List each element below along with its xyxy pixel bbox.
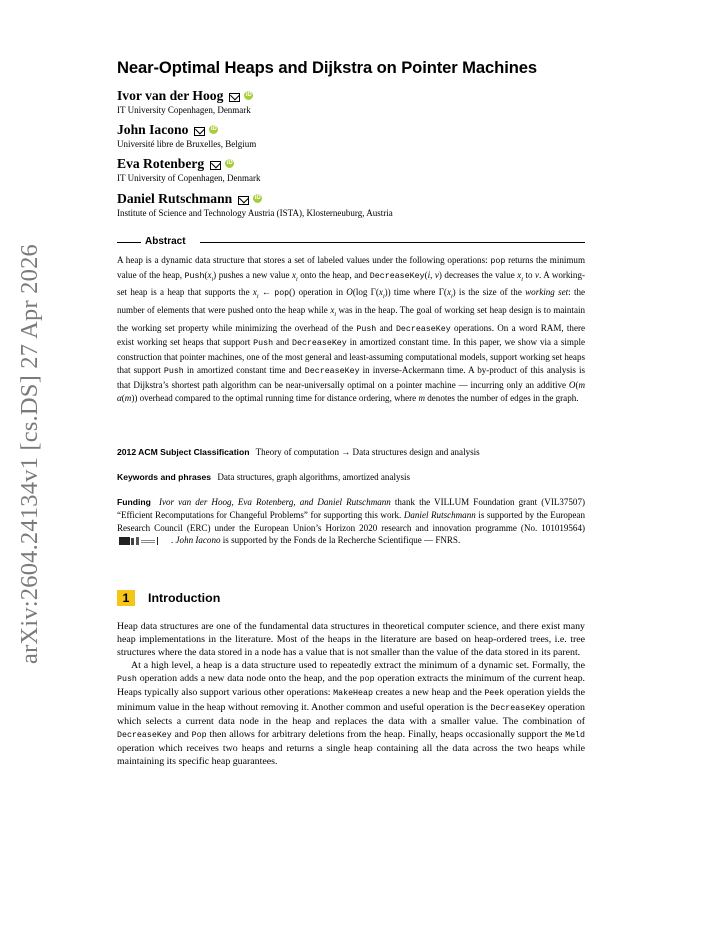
author-affiliation: Institute of Science and Technology Austria (ISTA), Klosterneuburg, Austria [117,208,393,218]
author-block [117,122,256,149]
author-affiliation: IT University Copenhagen, Denmark [117,105,251,115]
email-icon[interactable] [238,196,249,205]
abstract-text: A heap is a dynamic data structure that stores a set of labeled values under the following operations: pop returns the minimum value of the heap, $Push(x_i)$ pushes a new value $x_i$ onto the heap, and DecreaseKey(i, v) decreases the value $x_i$ to v. A working-set heap is a heap that supports the $x_i$ ← pop() operation in O(log $\Gamma(x_i)$) time where $\Gamma(x_i)$ is the size of the working set: the number of elements that were pushed onto the heap while $x_i$ was in the heap. The goal of working set heap design is to maintain the working set property while minimizing the overhead of the Push and DecreaseKey operations. On a word RAM, there exist working set heaps that support Push and DecreaseKey in amortized constant time. In this paper, we show via a simple construction that pointer machines, one of the most general and least-assuming computational models, support working set heaps that support Push in amortized constant time and DecreaseKey in inverse-Ackermann time. A by-product of this analysis is that Dijkstra’s shortest path algorithm can be near-universally optimal on a pointer machine — incurring only an additive O(m α(m)) overhead compared to the optimal running time for distance ordering, where m denotes the number of edges in the graph. [117,255,586,403]
arxiv-identifier: arXiv:2604.24134v1 [cs.DS] 27 Apr 2026 [16,244,43,664]
author-block [117,88,253,115]
orcid-icon[interactable]: iD [210,125,217,132]
section-title: Introduction [148,591,221,605]
abstract-heading [117,236,585,248]
orcid-icon[interactable]: iD [226,159,233,166]
email-icon[interactable] [194,127,205,136]
rule [117,242,141,243]
orcid-icon[interactable]: iD [245,91,252,98]
author-affiliation: Université libre de Bruxelles, Belgium [117,139,257,149]
keywords [117,471,585,484]
author-block [117,156,261,183]
funding-label: Funding [117,497,151,507]
author-name: Eva Rotenberg [117,156,205,171]
acm-label: 2012 ACM Subject Classification [117,447,250,457]
keywords-label: Keywords and phrases [117,472,212,482]
abstract-label: Abstract [145,236,186,247]
rule [200,242,585,243]
erc-logo-icon [119,537,169,545]
email-icon[interactable] [229,93,240,102]
funding: Funding Ivor van der Hoog, Eva Rotenberg, and Daniel Rutschmann thank the VILLUM Foundation grant (VIL37507) “Efficient Recomputations for Changeful Problems” for supporting this work. Daniel Rutschmann is supported by the European Research Council (ERC) under the European Union’s Horizon 2020 research and innovation programme (No. 101019564) . John Iacono is supported by the Fonds de la Recherche Scientifique — FNRS. [117,497,585,546]
email-icon[interactable] [210,161,221,170]
keywords-text: Data structures, graph algorithms, amortized analysis [217,472,411,482]
author-affiliation: IT University of Copenhagen, Denmark [117,173,261,183]
arxiv-sidebar [6,0,52,932]
author-name: Daniel Rutschmann [117,191,233,206]
section-heading [117,590,220,606]
author-block [117,191,393,218]
introduction-text: Heap data structures are one of the fundamental data structures in theoretical computer science, and there exist many heap implementations in the literature. Most of the heaps in the literature are based on heap-ordered trees, i.e. tree structures where the data stored in a node has a value that is not smaller than the value of the data stored in its parent. At a high level, a heap is a data structure used to repeatedly extract the minimum of a dynamic set. Formally, the Push operation adds a new data node onto the heap, and the pop operation extracts the minimum of the current heap. Heaps typically also support various other operations: MakeHeap creates a new heap and the Peek operation yields the minimum value in the heap without removing it. Another common and useful operation is the DecreaseKey operation which selects a current data node in the heap and replaces the data with a smaller value. The combination of DecreaseKey and Pop then allows for arbitrary deletions from the heap. Finally, heaps occasionally support the Meld operation which receives two heaps and returns a single heap containing all the data across the two heaps while maintaining its specific heap guarantees. [117,621,586,767]
author-name: Ivor van der Hoog [117,88,224,103]
orcid-icon[interactable]: iD [254,194,261,201]
author-name: John Iacono [117,122,189,137]
paper-title: Near-Optimal Heaps and Dijkstra on Pointer Machines [117,58,537,77]
acm-classification [117,446,585,459]
acm-text: Theory of computation → Data structures design and analysis [255,447,480,457]
section-number: 1 [117,590,135,606]
